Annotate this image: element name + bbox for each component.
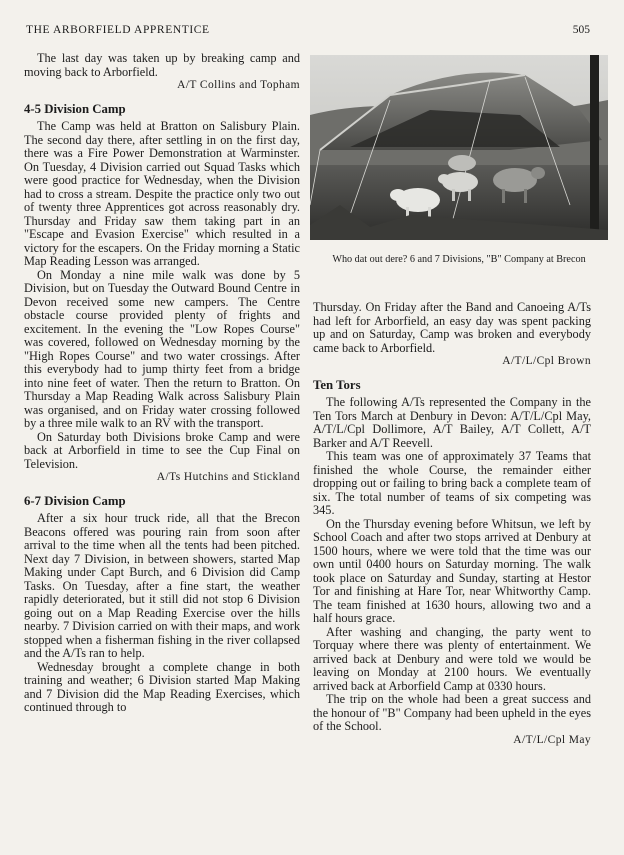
paragraph: On the Thursday evening before Whitsun, we left by School Coach and after two stops arrived at Denbury at 1500 hours, where we were told that the time was our own until 0400 hours on Saturday morning. The walk took place on Saturday and Sunday, starting at Hestor Tor and finishing at Hare Tor, near Whitworthy Camp. The team finished at 1630 hours, allowing two and a half hours grace. xyxy=(313,516,591,625)
signature: A/Ts Hutchins and Stickland xyxy=(156,471,300,483)
section-heading: 6-7 Division Camp xyxy=(24,493,126,508)
paragraph: After washing and changing, the party went to Torquay where there was plenty of entertainment. We arrived back at Denbury and were told we would be leaving on Monday at 2100 hours. We eventually arrived back at Arborfield Camp at 0330 hours. xyxy=(313,624,591,693)
tent-sheep-photo xyxy=(310,55,608,240)
signature: A/T Collins and Topham xyxy=(177,79,300,91)
right-column xyxy=(313,301,591,747)
page-number: 505 xyxy=(572,24,590,36)
paragraph: This team was one of approximately 37 Teams that finished the whole Course, the remainder either dropping out or failing to bring back a complete team of six. The total number of teams of six competing was 345. xyxy=(313,449,591,517)
paragraph: On Monday a nine mile walk was done by 5 Division, but on Tuesday the Outward Bound Centre in Devon received some new campers. The Centre obstacle course provided plenty of frights and excitement. In the evening the "Low Ropes Course" was covered, followed on Wednesday morning by the "High Ropes Course" and two water crossings. After this everybody had to jump thirty feet from a bridge into nine feet of water. Then the return to Bratton. On Thursday a Map Reading Walk across Salisbury Plain was organised, and on Friday water crossing followed by a three mile walk to an RV with the transport. xyxy=(24,267,300,430)
paragraph: Thursday. On Friday after the Band and Canoeing A/Ts had left for Arborfield, an easy day was spent packing up and on Saturday, Camp was broken and everybody came back to Arborfield. xyxy=(313,300,591,355)
paragraph: The Camp was held at Bratton on Salisbury Plain. The second day there, after settling in on the first day, there was a Fire Power Demonstration at Warminster. On Tuesday, 4 Division carried out Squad Tasks which were good practice for Wednesday, when the Division had to cross a stream. Despite the practice only two out of twenty three Apprentices got across reasonably dry. Thursday and Friday saw them taking part in an "Escape and Evasion Exercise" which resulted in a victory for the escapers. On the Friday morning a Static Map Reading Lesson was arranged. xyxy=(24,119,300,268)
section-heading: Ten Tors xyxy=(313,377,361,392)
signature: A/T/L/Cpl Brown xyxy=(502,355,591,367)
paragraph: Wednesday brought a complete change in both training and weather; 6 Division started Map Making and 7 Division did the Map Reading Exercises, which continued through to xyxy=(24,659,300,714)
photo-caption: Who dat out dere? 6 and 7 Divisions, "B" Company at Brecon xyxy=(332,254,586,265)
running-title: THE ARBORFIELD APPRENTICE xyxy=(26,24,210,36)
paragraph: The trip on the whole had been a great success and the honour of "B" Company had been upheld in the eyes of the School. xyxy=(313,692,591,733)
paragraph: The following A/Ts represented the Company in the Ten Tors March at Denbury in Devon: A/T/L/Cpl May, A/T/L/Cpl Dollimore, A/T Bailey, A/T Collett, A/T Barker and A/T Reevell. xyxy=(313,395,591,450)
section-heading: 4-5 Division Camp xyxy=(24,101,126,116)
left-column xyxy=(24,52,300,715)
page-header xyxy=(26,24,590,40)
paragraph: After a six hour truck ride, all that the Brecon Beacons offered was pouring rain from soon after arrival to the time when all the tents had been pitched. Next day 7 Division, in between showers, started Map Making under Capt Burch, and 6 Division did Camp Tasks. On Tuesday, after a fine start, the weather rapidly deteriorated, but it still did not stop 6 Division going out on a Map Reading Exercise over the hills nearby. 7 Division carried on with their maps, and work stopped when a fisherman fishing in the river collapsed and the A/Ts ran to help. xyxy=(24,511,300,660)
signature: A/T/L/Cpl May xyxy=(513,733,591,746)
camp-photo xyxy=(310,55,608,240)
paragraph: On Saturday both Divisions broke Camp and were back at Arborfield in time to see the Cup Final on Television. xyxy=(24,429,300,471)
paragraph: The last day was taken up by breaking camp and moving back to Arborfield. xyxy=(24,51,300,79)
